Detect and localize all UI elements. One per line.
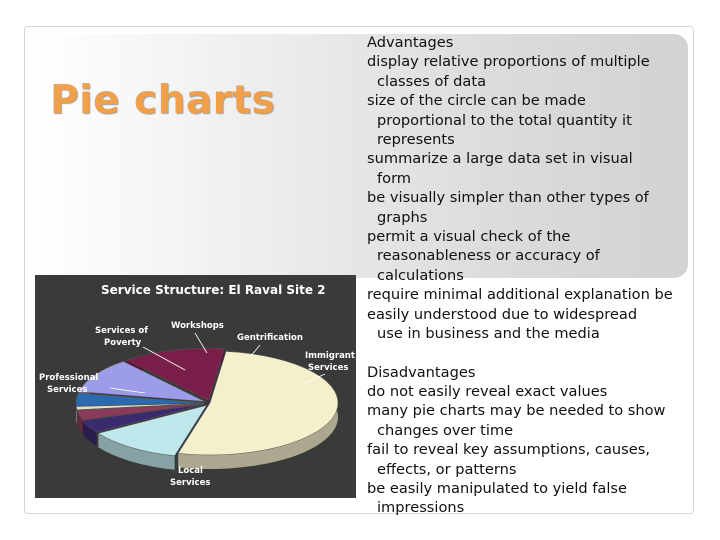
disadvantage-item [367,382,707,401]
advantage-item [367,227,707,285]
disadvantages-list [367,382,707,518]
label-workshops: Workshops [171,321,224,331]
advantage-item-line: represents [377,131,455,149]
label-local-services: Services [170,478,211,488]
advantage-item-line: graphs [377,208,428,226]
label-local: Local [178,466,203,476]
advantage-item-line: summarize a large data set in visual [367,150,633,168]
advantage-item-line: permit a visual check of the [367,228,571,246]
advantage-item [367,188,707,227]
label-immigrant: Immigrant [305,351,355,361]
advantage-item-line: easily understood due to widespread [367,305,638,323]
disadvantage-item [367,440,707,479]
disadvantage-item-line: fail to reveal key assumptions, causes, [367,441,650,459]
advantage-item-line: proportional to the total quantity it [377,111,632,129]
section-gap [367,344,707,363]
label-gentrification: Gentrification [237,333,303,343]
advantages-section [367,33,707,344]
disadvantages-section [367,363,707,518]
advantage-item [367,305,707,344]
label-immigrant-services: Services [308,363,349,373]
advantage-item-line: use in business and the media [377,325,600,343]
advantage-item-line: be visually simpler than other types of [367,189,649,207]
advantage-item-line: reasonableness or accuracy of [377,247,600,265]
label-services-of: Services of [95,326,148,336]
disadvantage-item-line: impressions [377,499,465,517]
advantage-item-line: form [377,169,412,187]
advantage-item-line: calculations [377,266,464,284]
disadvantage-item-line: do not easily reveal exact values [367,382,608,400]
chart-title: Service Structure: El Raval Site 2 [101,283,326,297]
disadvantages-heading: Disadvantages [367,363,476,381]
label-professional: Professional [39,373,99,383]
disadvantage-item-line: effects, or patterns [377,460,517,478]
advantage-item [367,285,707,304]
disadvantage-item-line: be easily manipulated to yield false [367,479,628,497]
pie-chart-svg [35,275,356,498]
advantage-item [367,91,707,149]
advantage-item [367,52,707,91]
advantages-heading: Advantages [367,34,454,51]
label-professional-services: Services [47,385,88,395]
disadvantage-item-line: changes over time [377,421,514,439]
label-poverty: Poverty [104,338,142,348]
advantage-item-line: size of the circle can be made [367,92,586,110]
disadvantage-item [367,479,707,518]
advantage-item-line: display relative proportions of multiple [367,53,650,71]
disadvantage-item-line: many pie charts may be needed to show [367,402,666,420]
advantage-item-line: require minimal additional explanation be [367,286,673,304]
advantage-item [367,149,707,188]
pie-slices [76,348,338,470]
text-column [367,33,707,518]
slide-title: Pie charts [50,78,276,123]
advantages-list [367,52,707,343]
advantage-item-line: classes of data [377,72,487,90]
pie-chart-image [35,275,356,498]
disadvantage-item [367,401,707,440]
